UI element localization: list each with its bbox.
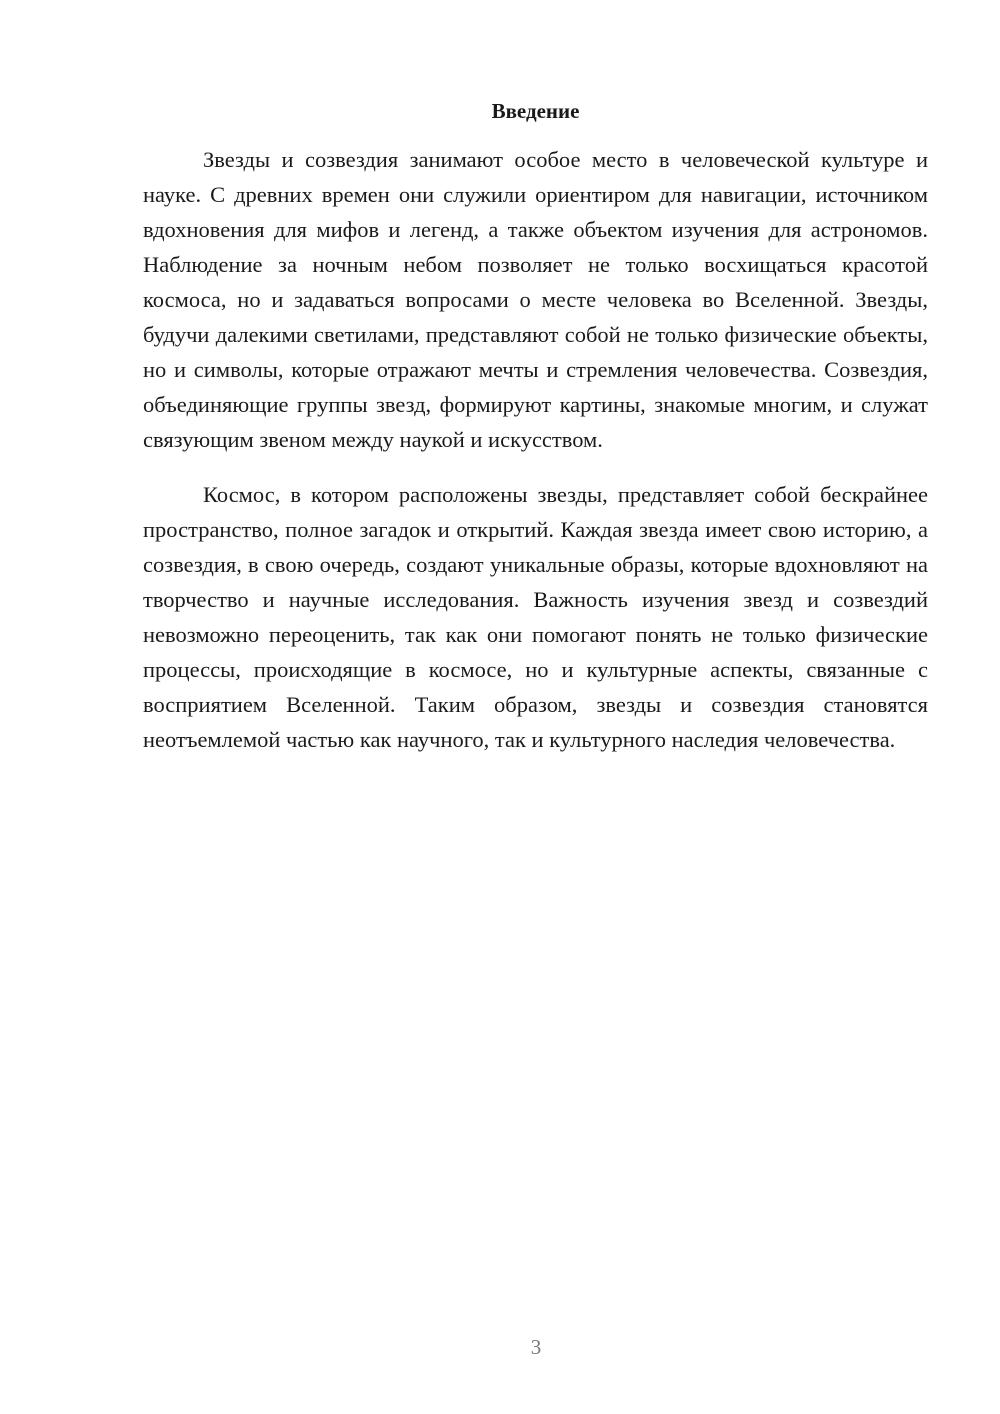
paragraph-2: Космос, в котором расположены звезды, представляет собой бескрайнее пространство, полное загадок и открытий. Каждая звезда имеет свою историю, а созвездия, в свою очередь, создают уникальные образы, которые вдохновляют на творчество и научные исследования. Важность изучения звезд и созвездий невозможно переоценить, так как они помогают понять не только физические процессы, происходящие в космосе, но и культурные аспекты, связанные с восприятием Вселенной. Таким образом, звезды и созвездия становятся неотъемлемой частью как научного, так и культурного наследия человечества. [143, 482, 928, 752]
page-number: 3 [530, 1335, 542, 1359]
paragraph-1: Звезды и созвездия занимают особое место в человеческой культуре и науке. С древних времен они служили ориентиром для навигации, источником вдохновения для мифов и легенд, а также объектом изучения для астрономов. Наблюдение за ночным небом позволяет не только восхищаться красотой космоса, но и задаваться вопросами о месте человека во Вселенной. Звезды, будучи далекими светилами, представляют собой не только физические объекты, но и символы, которые отражают мечты и стремления человечества. Созвездия, объединяющие группы звезд, формируют картины, знакомые многим, и служат связующим звеном между наукой и искусством. [143, 147, 928, 452]
page-content [143, 96, 928, 757]
section-heading: Введение [491, 99, 580, 123]
